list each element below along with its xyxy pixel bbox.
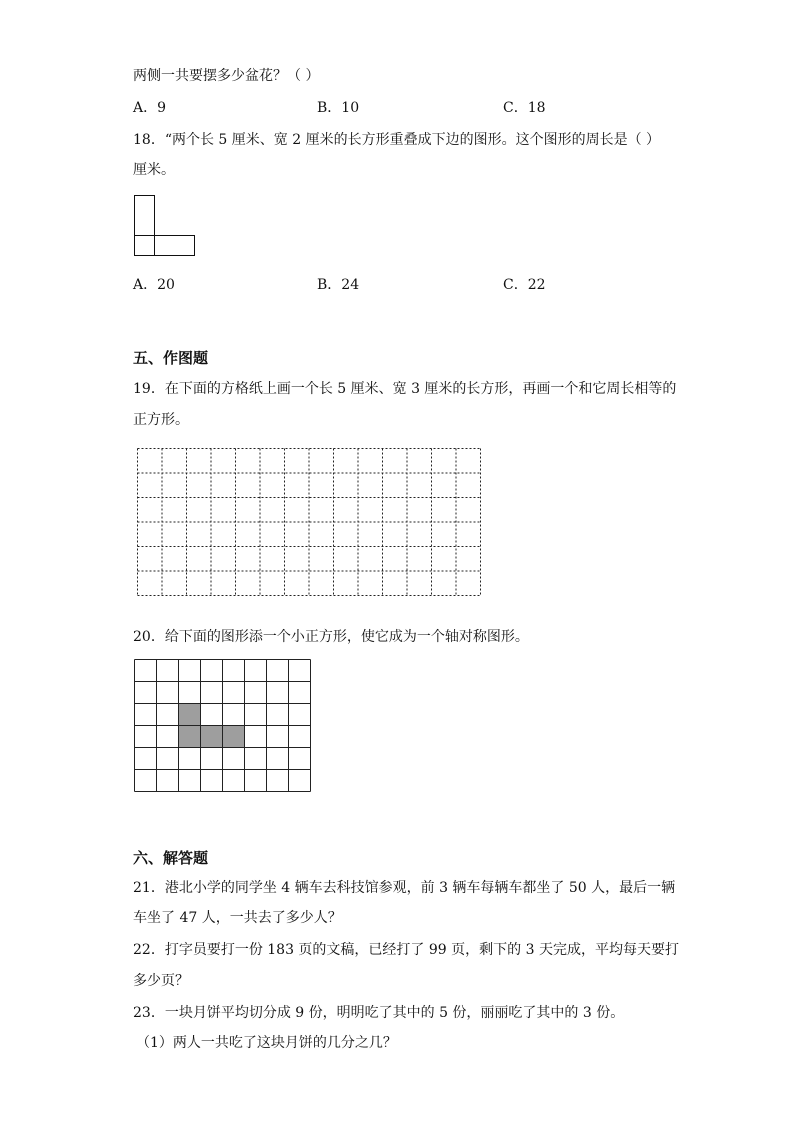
q23-text-line1: 23．一块月饼平均切分成 9 份，明明吃了其中的 5 份，丽丽吃了其中的 3 份。 [133, 1005, 625, 1021]
shaded-cell [179, 726, 201, 748]
q17-option-a: A．9 [133, 100, 167, 116]
q20-square-grid [133, 658, 313, 794]
q18-l-shape-figure [133, 194, 197, 258]
q18-text-line2: 厘米。 [133, 162, 175, 178]
q18-option-c: C．22 [503, 277, 546, 293]
q21-text-line1: 21．港北小学的同学坐 4 辆车去科技馆参观，前 3 辆车每辆车都坐了 50 人，最后一辆 [133, 880, 676, 896]
q19-dotted-grid [136, 447, 486, 600]
shaded-cell [201, 726, 223, 748]
q19-text-line2: 正方形。 [133, 412, 189, 428]
section-five-title: 五、作图题 [133, 349, 209, 367]
q19-text-line1: 19．在下面的方格纸上画一个长 5 厘米、宽 3 厘米的长方形，再画一个和它周长相等的 [133, 381, 677, 397]
q20-text: 20．给下面的图形添一个小正方形，使它成为一个轴对称图形。 [133, 629, 529, 645]
horizontal-rectangle [135, 236, 195, 256]
q18-option-a: A．20 [133, 277, 175, 293]
q21-text-line2: 车坐了 47 人，一共去了多少人？ [133, 910, 342, 926]
q18-option-b: B．24 [317, 277, 360, 293]
q22-text-line2: 多少页？ [133, 973, 189, 989]
shaded-cell [223, 726, 245, 748]
q18-text-line1: 18．“两个长 5 厘米、宽 2 厘米的长方形重叠成下边的图形。这个图形的周长是（ ） [133, 132, 661, 148]
q17-option-b: B．10 [317, 100, 360, 116]
q23-subquestion-1: （1）两人一共吃了这块月饼的几分之几？ [136, 1035, 397, 1051]
shaded-cell [179, 704, 201, 726]
q17-option-c: C．18 [503, 100, 546, 116]
vertical-rectangle [135, 196, 155, 236]
q22-text-line1: 22．打字员要打一份 183 页的文稿，已经打了 99 页，剩下的 3 天完成，平均每天要打 [133, 942, 679, 958]
q17-text: 两侧一共要摆多少盆花？（ ） [133, 68, 320, 84]
section-six-title: 六、解答题 [133, 849, 209, 867]
